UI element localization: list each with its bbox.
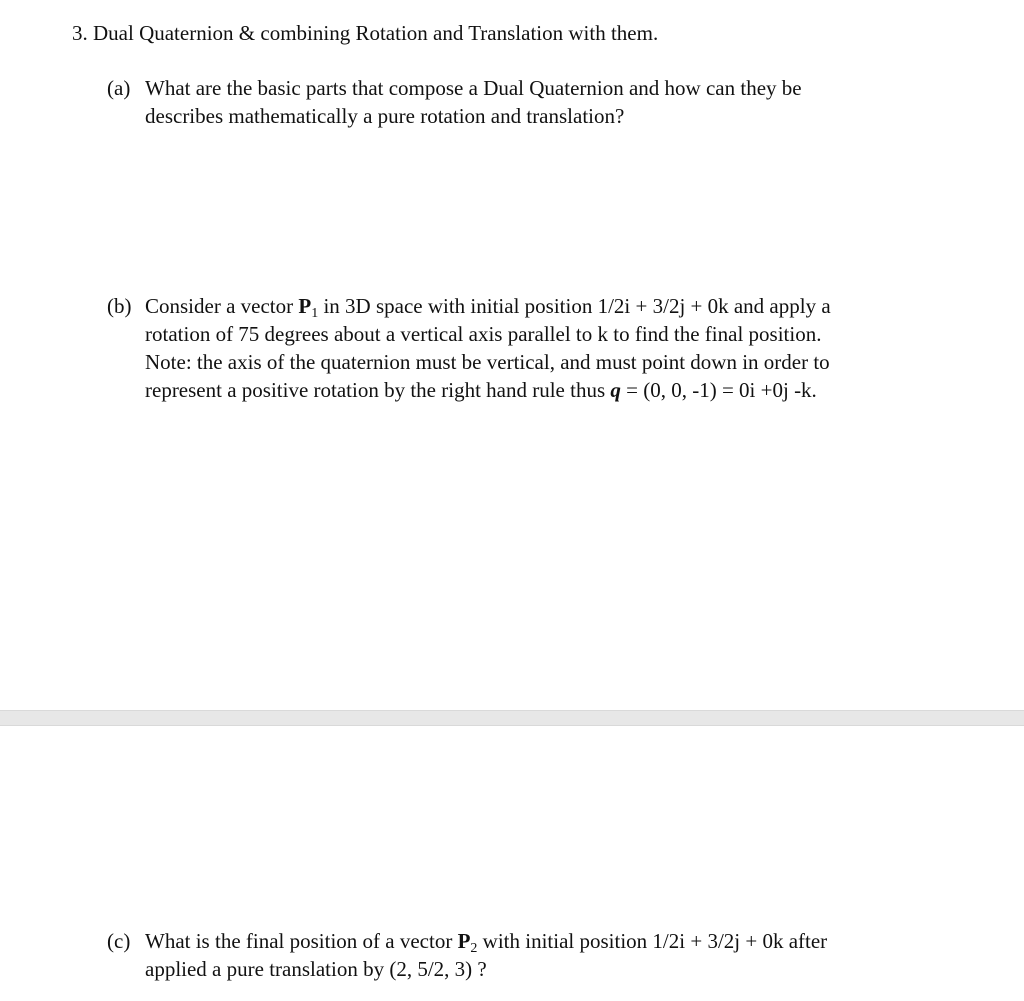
part-a-line-2: describes mathematically a pure rotation and translation? [145, 104, 625, 128]
part-c-text [145, 927, 947, 983]
vector-p1-symbol: P [298, 294, 312, 318]
vector-p1-subscript: 1 [311, 306, 319, 321]
part-b-line-3: Note: the axis of the quaternion must be vertical, and must point down in order to [145, 350, 830, 374]
question-part-c [107, 927, 947, 983]
part-c-label: (c) [107, 929, 131, 953]
quaternion-q-symbol: q [610, 378, 621, 402]
part-c-line-2: applied a pure translation by (2, 5/2, 3) ? [145, 957, 487, 981]
part-b-line-1-end: in 3D space with initial position 1/2i + 3/2j + 0k and apply a [318, 294, 831, 318]
page-divider [0, 710, 1024, 726]
part-b-line-2: rotation of 75 degrees about a vertical axis parallel to k to find the final position. [145, 322, 822, 346]
part-b-line-4-end: = (0, 0, -1) = 0i +0j -k. [620, 378, 817, 402]
part-a-text [145, 74, 947, 130]
question-part-a [107, 74, 947, 130]
part-b-label: (b) [107, 294, 132, 318]
part-c-line-1-start: What is the final position of a vector [145, 929, 458, 953]
part-c-line-1 [145, 927, 947, 955]
part-b-line-4 [145, 376, 947, 404]
part-b-line-1 [145, 292, 947, 320]
vector-p2-subscript: 2 [470, 941, 478, 956]
part-a-line-1: What are the basic parts that compose a Dual Quaternion and how can they be [145, 76, 802, 100]
part-b-text [145, 292, 947, 404]
part-c-line-1-end: with initial position 1/2i + 3/2j + 0k after [477, 929, 828, 953]
vector-p2-symbol: P [457, 929, 471, 953]
part-b-line-1-start: Consider a vector [145, 294, 299, 318]
question-heading: 3. Dual Quaternion & combining Rotation and Translation with them. [72, 21, 659, 45]
question-part-b [107, 292, 947, 404]
part-a-label: (a) [107, 76, 131, 100]
part-b-line-4-start: represent a positive rotation by the right hand rule thus [145, 378, 611, 402]
